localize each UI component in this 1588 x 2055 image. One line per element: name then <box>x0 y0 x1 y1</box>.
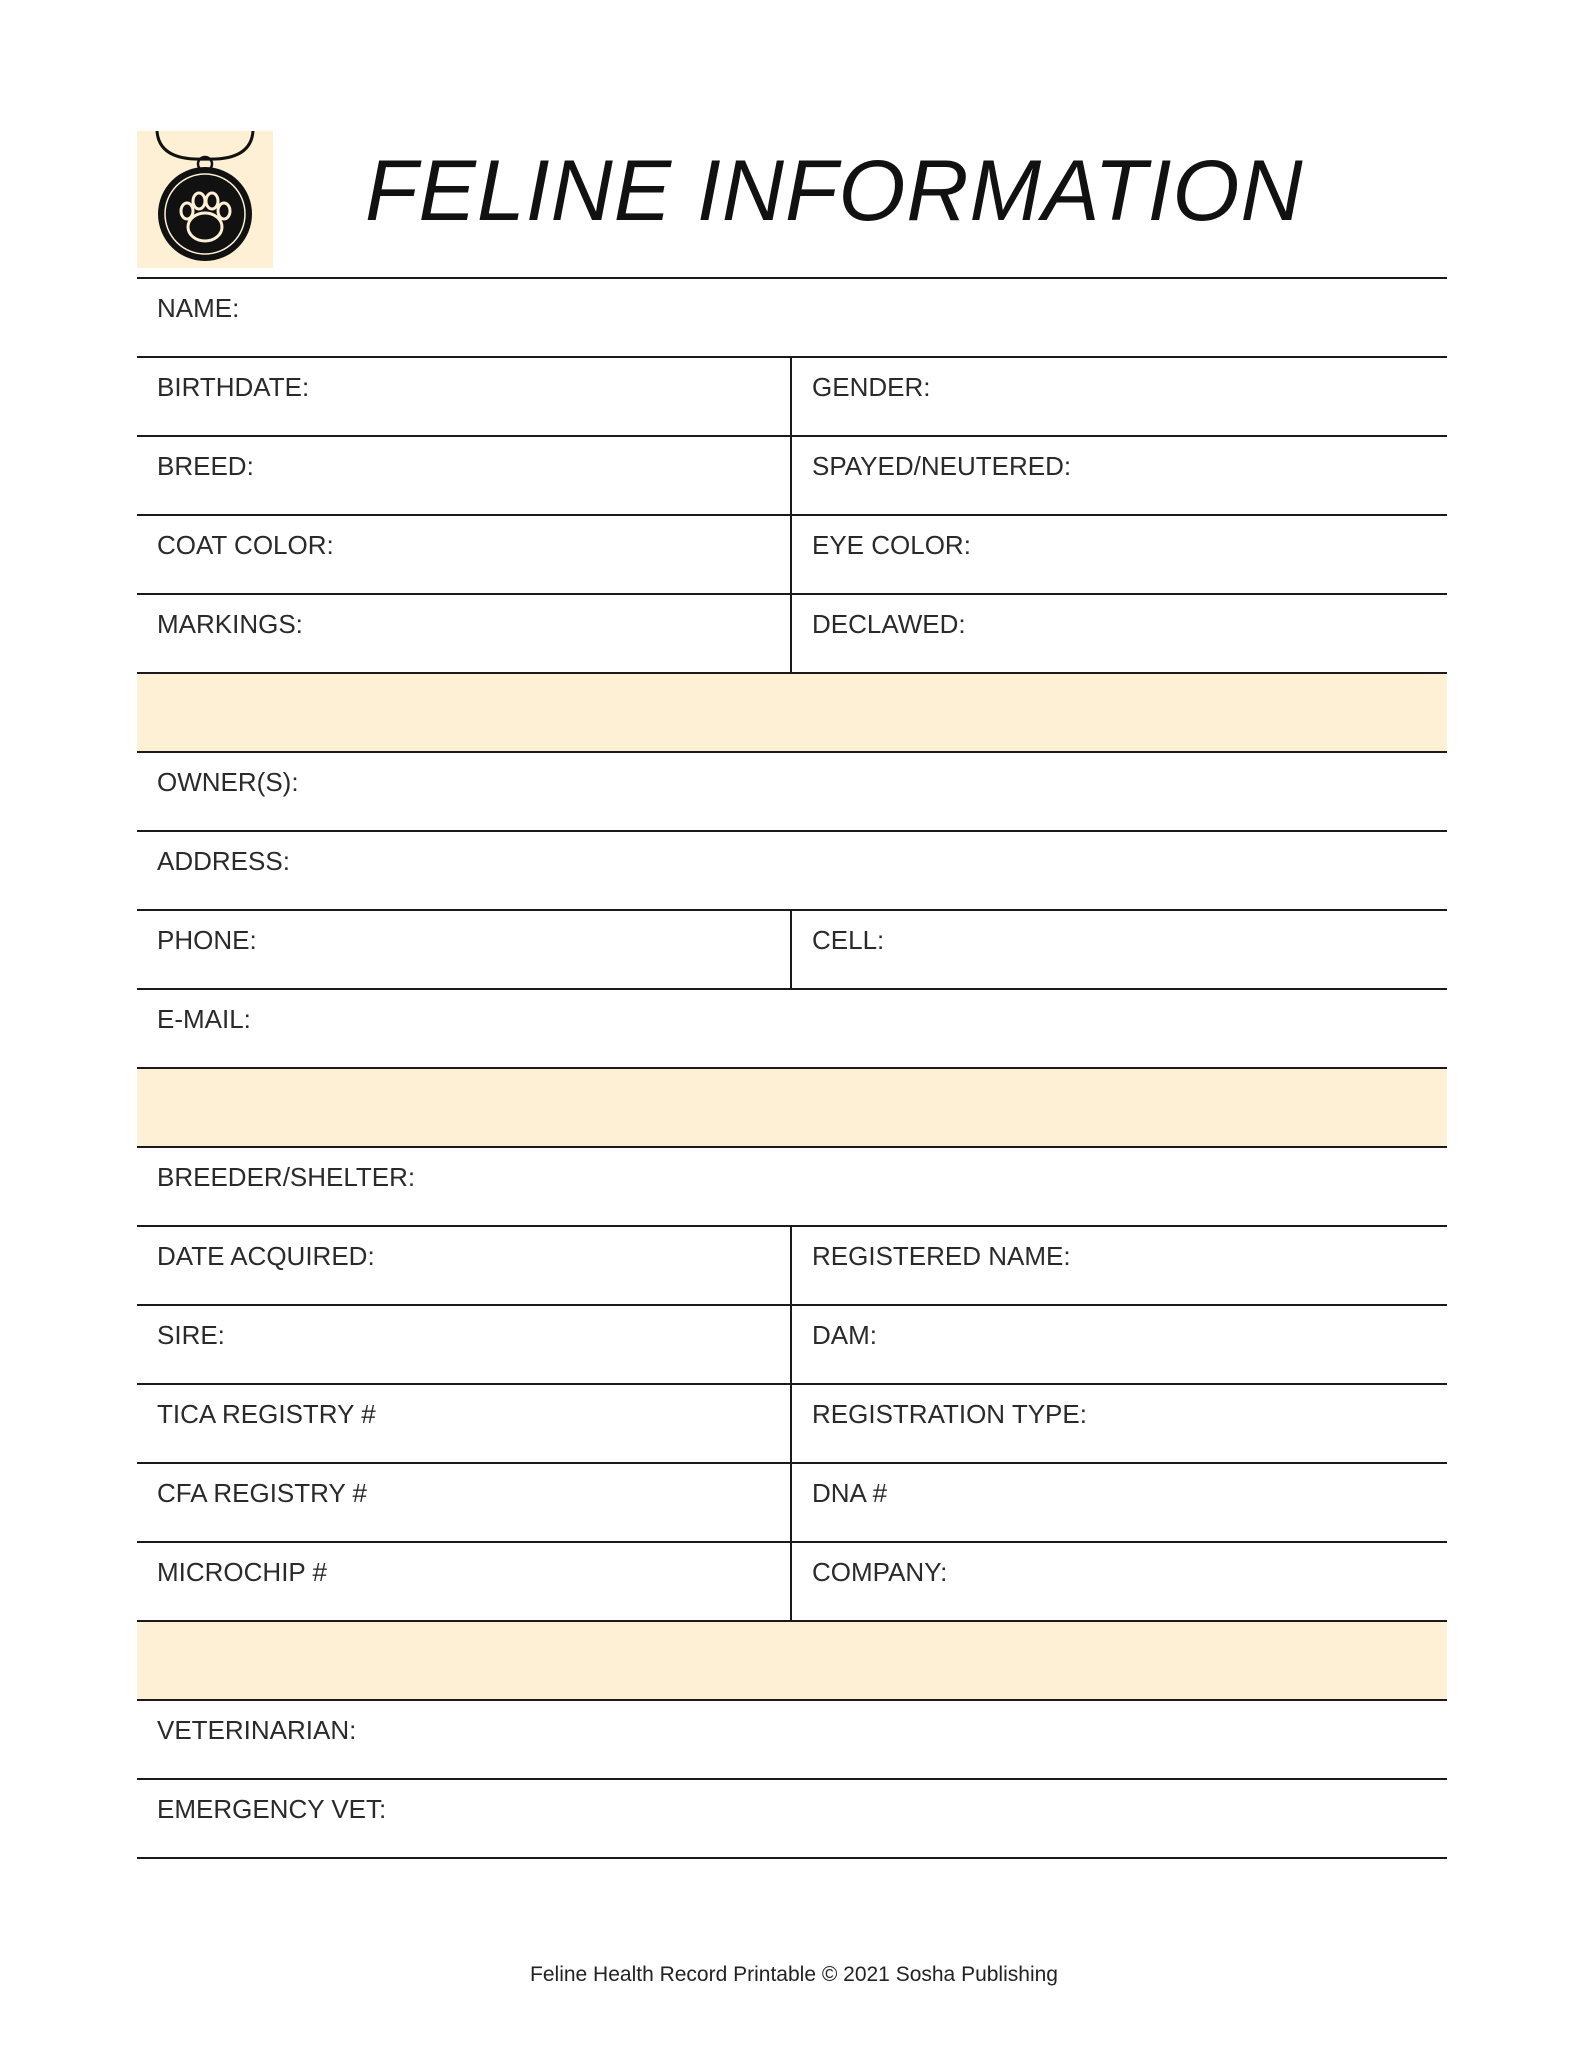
section-divider-band <box>137 1069 1447 1148</box>
birthdate-field[interactable]: BIRTHDATE: <box>137 358 792 435</box>
declawed-field[interactable]: DECLAWED: <box>812 609 966 639</box>
form-row <box>137 279 1447 358</box>
breed-field[interactable]: BREED: <box>137 437 792 514</box>
form-row <box>137 832 1447 911</box>
cell-field[interactable]: CELL: <box>812 925 885 955</box>
dna-field[interactable]: DNA # <box>812 1478 888 1508</box>
paw-tag-logo <box>137 131 273 268</box>
section-divider-band <box>137 674 1447 753</box>
form-row <box>137 1385 1447 1464</box>
form-row <box>137 595 1447 674</box>
form-row <box>137 1780 1447 1859</box>
microchip-field[interactable]: MICROCHIP # <box>137 1543 792 1620</box>
paw-tag-icon <box>137 131 273 268</box>
eye-color-field[interactable]: EYE COLOR: <box>812 530 971 560</box>
form-row <box>137 358 1447 437</box>
registered-name-field[interactable]: REGISTERED NAME: <box>812 1241 1071 1271</box>
form-row <box>137 1701 1447 1780</box>
form-row <box>137 1227 1447 1306</box>
cfa-registry-field[interactable]: CFA REGISTRY # <box>137 1464 792 1541</box>
spayed-neutered-field[interactable]: SPAYED/NEUTERED: <box>812 451 1072 481</box>
feline-info-form <box>137 277 1447 1859</box>
form-row <box>137 1306 1447 1385</box>
page-title: FELINE INFORMATION <box>365 143 1304 239</box>
registration-type-field[interactable]: REGISTRATION TYPE: <box>812 1399 1087 1429</box>
owners-field[interactable]: OWNER(S): <box>157 767 299 797</box>
form-row <box>137 516 1447 595</box>
form-row <box>137 753 1447 832</box>
name-field[interactable]: NAME: <box>157 293 240 323</box>
form-row <box>137 1543 1447 1622</box>
tica-registry-field[interactable]: TICA REGISTRY # <box>137 1385 792 1462</box>
dam-field[interactable]: DAM: <box>812 1320 877 1350</box>
coat-color-field[interactable]: COAT COLOR: <box>137 516 792 593</box>
date-acquired-field[interactable]: DATE ACQUIRED: <box>137 1227 792 1304</box>
form-row <box>137 1464 1447 1543</box>
phone-field[interactable]: PHONE: <box>137 911 792 988</box>
form-row <box>137 1148 1447 1227</box>
emergency-vet-field[interactable]: EMERGENCY VET: <box>157 1794 387 1824</box>
company-field[interactable]: COMPANY: <box>812 1557 948 1587</box>
address-field[interactable]: ADDRESS: <box>157 846 290 876</box>
sire-field[interactable]: SIRE: <box>137 1306 792 1383</box>
footer-copyright: Feline Health Record Printable © 2021 Sosha Publishing <box>530 1963 1058 1986</box>
email-field[interactable]: E-MAIL: <box>157 1004 251 1034</box>
veterinarian-field[interactable]: VETERINARIAN: <box>157 1715 357 1745</box>
form-row <box>137 437 1447 516</box>
markings-field[interactable]: MARKINGS: <box>137 595 792 672</box>
section-divider-band <box>137 1622 1447 1701</box>
form-row <box>137 990 1447 1069</box>
breeder-shelter-field[interactable]: BREEDER/SHELTER: <box>157 1162 416 1192</box>
form-row <box>137 911 1447 990</box>
gender-field[interactable]: GENDER: <box>812 372 931 402</box>
